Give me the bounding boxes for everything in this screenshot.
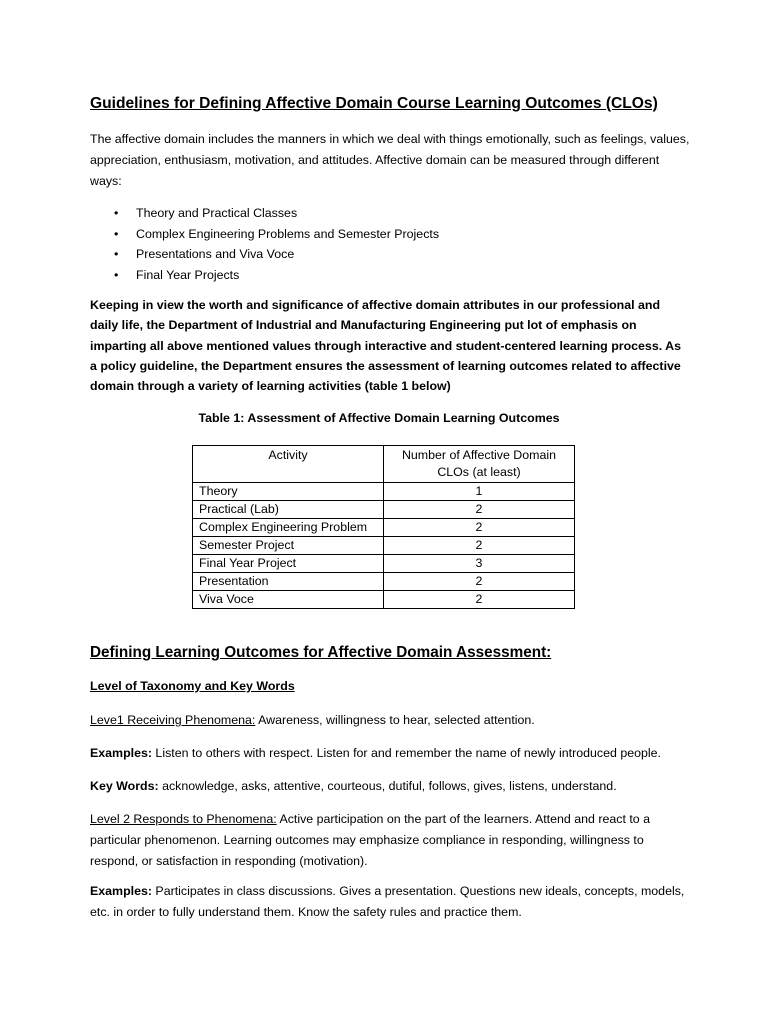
clo-count-cell: 2 <box>384 573 575 591</box>
assessment-table <box>192 445 575 609</box>
examples1-paragraph <box>90 743 690 764</box>
column-header-activity: Activity <box>193 446 384 483</box>
examples1-label: Examples: <box>90 746 152 760</box>
clo-count-cell: 3 <box>384 555 575 573</box>
keywords1-paragraph <box>90 776 690 797</box>
table-caption: Table 1: Assessment of Affective Domain Learning Outcomes <box>198 411 560 425</box>
examples2-paragraph <box>90 881 690 923</box>
column-header-clos: Number of Affective Domain CLOs (at least) <box>384 446 575 483</box>
table-row <box>193 537 575 555</box>
activity-cell: Viva Voce <box>193 591 384 609</box>
clo-count-cell: 2 <box>384 519 575 537</box>
level1-paragraph <box>90 710 690 731</box>
clo-count-cell: 2 <box>384 537 575 555</box>
section-heading: Defining Learning Outcomes for Affective Domain Assessment: <box>90 644 552 661</box>
table-row <box>193 555 575 573</box>
list-item: • Presentations and Viva Voce <box>90 244 439 265</box>
page-title: Guidelines for Defining Affective Domain Course Learning Outcomes (CLOs) <box>90 95 658 112</box>
activity-cell: Theory <box>193 483 384 501</box>
clo-count-cell: 1 <box>384 483 575 501</box>
activity-cell: Practical (Lab) <box>193 501 384 519</box>
level1-text: Awareness, willingness to hear, selected attention. <box>255 713 535 727</box>
table-row <box>193 591 575 609</box>
table-header-row <box>193 446 575 483</box>
clo-count-cell: 2 <box>384 591 575 609</box>
list-item: • Theory and Practical Classes <box>90 203 439 224</box>
intro-paragraph: The affective domain includes the manners in which we deal with things emotionally, such as feelings, values, appreciation, enthusiasm, motivation, and attitudes. Affective domain can be measured through different ways: <box>90 132 690 188</box>
activity-cell: Semester Project <box>193 537 384 555</box>
table-row <box>193 501 575 519</box>
clo-count-cell: 2 <box>384 501 575 519</box>
table-row <box>193 483 575 501</box>
keywords1-label: Key Words: <box>90 779 159 793</box>
level2-text: Active participation on the part of the learners. Attend and react to a particular phenomenon. Learning outcomes may emphasize compliance in responding, willingness to respond, or satisfaction in responding (motivation). <box>90 812 651 868</box>
activity-cell: Presentation <box>193 573 384 591</box>
taxonomy-heading: Level of Taxonomy and Key Words <box>90 679 295 693</box>
activity-cell: Final Year Project <box>193 555 384 573</box>
level2-label: Level 2 Responds to Phenomena: <box>90 812 277 826</box>
activity-cell: Complex Engineering Problem <box>193 519 384 537</box>
policy-paragraph: Keeping in view the worth and significance of affective domain attributes in our professional and daily life, the Department of Industrial and Manufacturing Engineering put lot of emphasis on imparting all above mentioned values through interactive and student-centered learning process. As a policy guideline, the Department ensures the assessment of learning outcomes related to affective domain through a variety of learning activities (table 1 below) <box>90 298 681 394</box>
list-item: • Final Year Projects <box>90 265 439 286</box>
list-item: • Complex Engineering Problems and Semester Projects <box>90 224 439 245</box>
level2-paragraph <box>90 809 690 872</box>
level1-label: Leve1 Receiving Phenomena: <box>90 713 256 727</box>
table-row <box>193 573 575 591</box>
assessment-ways-list <box>90 203 439 286</box>
examples1-text: Listen to others with respect. Listen for and remember the name of newly introduced people. <box>151 746 661 760</box>
keywords1-text: acknowledge, asks, attentive, courteous, dutiful, follows, gives, listens, understand. <box>158 779 617 793</box>
table-row <box>193 519 575 537</box>
examples2-label: Examples: <box>90 884 152 898</box>
examples2-text: Participates in class discussions. Gives a presentation. Questions new ideals, concepts, models, etc. in order to fully understand them. Know the safety rules and practice them. <box>90 884 685 919</box>
